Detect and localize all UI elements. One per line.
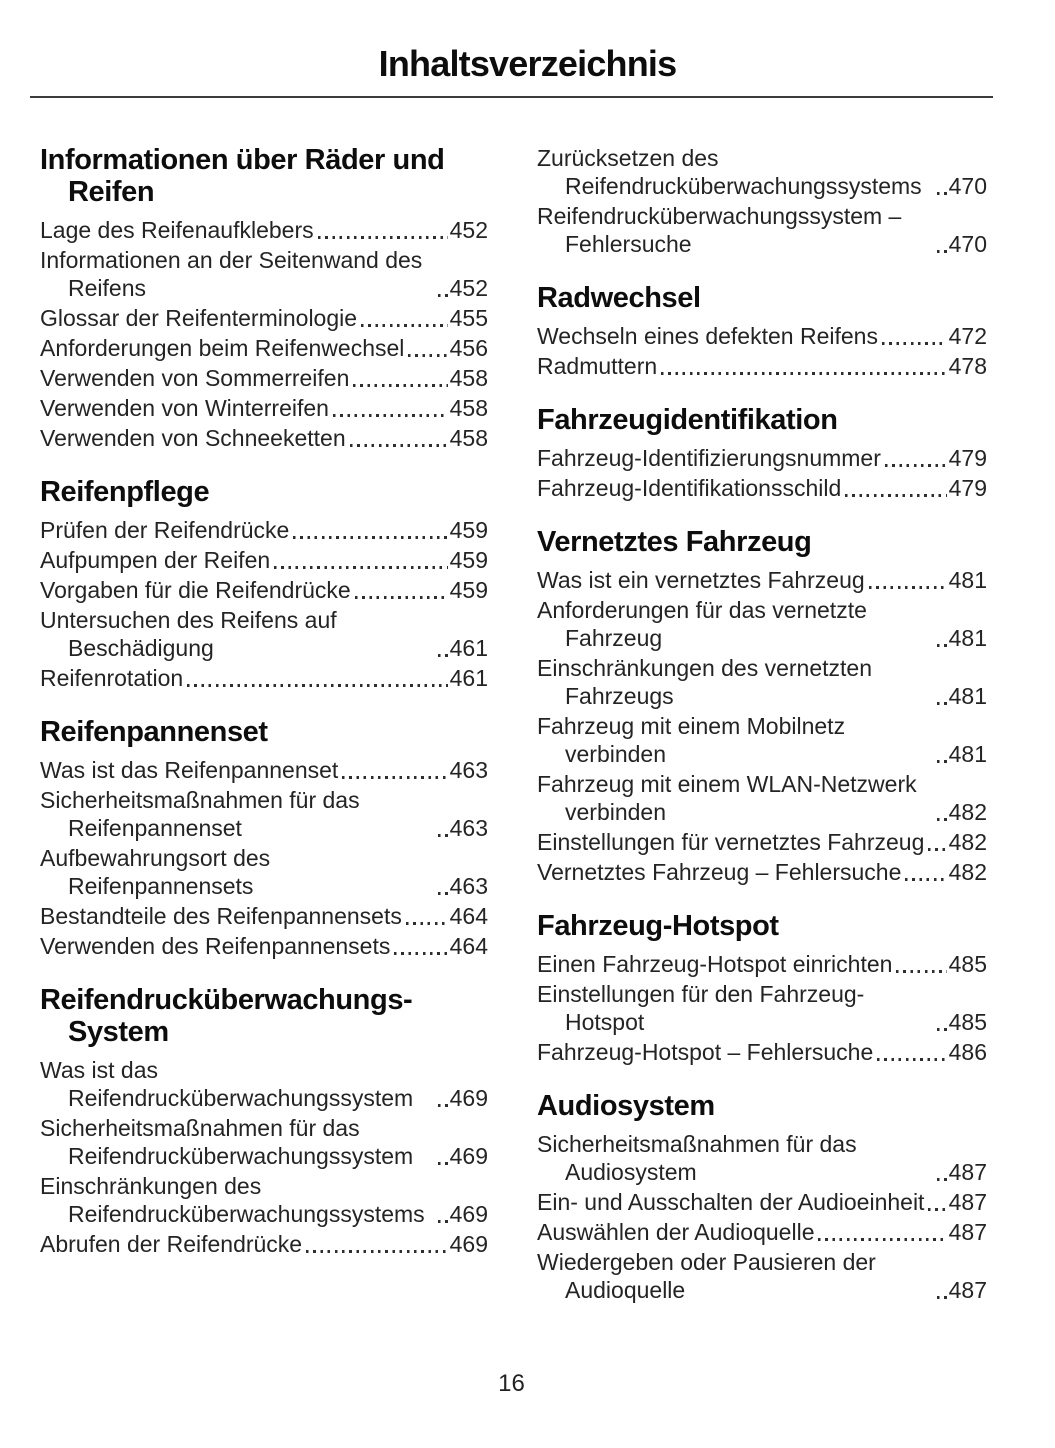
toc-entry-page: 482 — [948, 829, 987, 855]
toc-entry-page: 463 — [449, 815, 488, 841]
section-heading: Radwechsel — [537, 282, 701, 314]
toc-entry-label: Abrufen der Reifendrücke — [40, 1231, 303, 1257]
dot-leader — [361, 324, 448, 327]
toc-entry — [40, 246, 488, 302]
dot-leader — [937, 1178, 947, 1181]
toc-entry-label: Was ist das Reifendrucküberwachungssystem — [40, 1057, 414, 1111]
toc-entry — [537, 322, 987, 350]
toc-entry-page: 458 — [449, 395, 488, 421]
toc-entry — [40, 902, 488, 930]
toc-entry-page: 461 — [449, 665, 488, 691]
page-number: 16 — [498, 1370, 525, 1397]
page-title: Inhaltsverzeichnis — [378, 43, 677, 84]
toc-entry — [40, 606, 488, 662]
toc-entry-page: 470 — [948, 231, 987, 257]
toc-entry-label: Verwenden von Schneeketten — [40, 425, 346, 451]
dot-leader — [355, 596, 448, 599]
dot-leader — [937, 192, 947, 195]
toc-entry-label: Vorgaben für die Reifendrücke — [40, 577, 351, 603]
dot-leader — [306, 1250, 448, 1253]
toc-entry-page: 486 — [948, 1039, 987, 1065]
toc-entry-label: Informationen an der Seitenwand des Reifens — [40, 247, 423, 301]
toc-entry-page: 458 — [449, 425, 488, 451]
toc-entry — [537, 950, 987, 978]
toc-section — [40, 716, 488, 960]
toc-entry — [40, 1056, 488, 1112]
toc-entry-label: Einstellungen für vernetztes Fahrzeug — [537, 829, 925, 855]
toc-entry-label: Anforderungen für das vernetzte Fahrzeug — [537, 597, 867, 651]
toc-columns — [40, 144, 987, 1306]
toc-entry-page: 487 — [948, 1219, 987, 1245]
dot-leader — [937, 250, 947, 253]
toc-entry — [40, 1172, 488, 1228]
toc-entry-page: 459 — [449, 547, 488, 573]
toc-entry — [537, 566, 987, 594]
toc-entry-page: 481 — [948, 567, 987, 593]
toc-entry-label: Wiedergeben oder Pausieren der Audioquelle — [537, 1249, 876, 1303]
dot-leader — [318, 236, 448, 239]
dot-leader — [438, 892, 448, 895]
toc-entry — [40, 786, 488, 842]
toc-entry — [40, 424, 488, 452]
toc-entry-page: 463 — [449, 757, 488, 783]
section-heading: Audiosystem — [537, 1090, 715, 1122]
toc-entry-label: Fahrzeug mit einem Mobilnetz verbinden — [537, 713, 846, 767]
toc-entry-label: Einschränkungen des vernetzten Fahrzeugs — [537, 655, 872, 709]
toc-entry-page: 459 — [449, 577, 488, 603]
dot-leader — [394, 952, 447, 955]
toc-entry — [537, 654, 987, 710]
toc-column-right — [537, 144, 987, 1306]
dot-leader — [342, 776, 447, 779]
toc-entry-label: Verwenden von Sommerreifen — [40, 365, 350, 391]
toc-section — [537, 910, 987, 1066]
toc-entry-page: 461 — [449, 635, 488, 661]
toc-entry-page: 472 — [948, 323, 987, 349]
toc-entry — [40, 516, 488, 544]
toc-entry — [537, 596, 987, 652]
toc-entry — [537, 1038, 987, 1066]
toc-entry — [40, 1230, 488, 1258]
dot-leader — [350, 444, 448, 447]
toc-entry-label: Einen Fahrzeug-Hotspot einrichten — [537, 951, 893, 977]
toc-entry-page: 458 — [449, 365, 488, 391]
toc-entry — [537, 858, 987, 886]
toc-entry-page: 463 — [449, 873, 488, 899]
toc-section — [537, 282, 987, 380]
section-heading: Reifenpflege — [40, 476, 210, 508]
toc-entry-page: 481 — [948, 683, 987, 709]
toc-entry-page: 481 — [948, 625, 987, 651]
section-heading: Vernetztes Fahrzeug — [537, 526, 812, 558]
dot-leader — [274, 566, 447, 569]
section-heading: Informationen über Räder und Reifen — [40, 144, 445, 208]
toc-entry — [40, 216, 488, 244]
dot-leader — [438, 1220, 448, 1223]
dot-leader — [845, 494, 946, 497]
toc-entry-label: Was ist das Reifenpannenset — [40, 757, 339, 783]
dot-leader — [293, 536, 447, 539]
toc-entry-page: 464 — [449, 933, 488, 959]
toc-entry-page: 459 — [449, 517, 488, 543]
dot-leader — [937, 760, 947, 763]
toc-entry-label: Verwenden von Winterreifen — [40, 395, 329, 421]
dot-leader — [438, 654, 448, 657]
dot-leader — [408, 354, 447, 357]
toc-entry-label: Sicherheitsmaßnahmen für das Audiosystem — [537, 1131, 857, 1185]
toc-entry — [40, 932, 488, 960]
toc-entry-label: Aufbewahrungsort des Reifenpannensets — [40, 845, 271, 899]
toc-entry-label: Anforderungen beim Reifenwechsel — [40, 335, 405, 361]
toc-entry — [40, 664, 488, 692]
toc-entry — [537, 770, 987, 826]
section-heading: Reifenpannenset — [40, 716, 268, 748]
toc-entry-page: 452 — [449, 217, 488, 243]
toc-entry — [537, 712, 987, 768]
toc-entry-label: Fahrzeug-Identifizierungsnummer — [537, 445, 881, 471]
dot-leader — [882, 342, 947, 345]
toc-entry-page: 455 — [449, 305, 488, 331]
dot-leader — [937, 1296, 947, 1299]
toc-entry — [40, 1114, 488, 1170]
dot-leader — [438, 834, 448, 837]
toc-entry-page: 487 — [948, 1277, 987, 1303]
toc-entry-label: Reifenrotation — [40, 665, 184, 691]
toc-entry-page: 469 — [449, 1231, 488, 1257]
toc-entry-page: 469 — [449, 1085, 488, 1111]
toc-entry-label: Vernetztes Fahrzeug – Fehlersuche — [537, 859, 902, 885]
toc-entry — [537, 980, 987, 1036]
toc-section — [537, 526, 987, 886]
toc-entry — [40, 844, 488, 900]
toc-entry-page: 469 — [449, 1143, 488, 1169]
toc-entry-page: 478 — [948, 353, 987, 379]
section-heading: Fahrzeug-Hotspot — [537, 910, 779, 942]
toc-entry — [537, 1218, 987, 1246]
toc-entry — [40, 394, 488, 422]
toc-section — [537, 144, 987, 258]
toc-entry-page: 479 — [948, 475, 987, 501]
title-divider — [30, 96, 993, 98]
dot-leader — [937, 644, 947, 647]
toc-entry — [537, 202, 987, 258]
dot-leader — [905, 878, 946, 881]
toc-entry-label: Einschränkungen des Reifendrucküberwachungssystems — [40, 1173, 425, 1227]
toc-entry-label: Zurücksetzen des Reifendrucküberwachungssystems — [537, 145, 922, 199]
dot-leader — [353, 384, 447, 387]
toc-entry-label: Bestandteile des Reifenpannensets — [40, 903, 402, 929]
toc-entry-page: 487 — [948, 1159, 987, 1185]
dot-leader — [928, 1208, 946, 1211]
dot-leader — [869, 586, 947, 589]
dot-leader — [937, 702, 947, 705]
toc-entry — [40, 546, 488, 574]
section-heading: Reifendrucküberwachungs-System — [40, 984, 413, 1048]
toc-entry — [537, 1130, 987, 1186]
toc-entry-page: 479 — [948, 445, 987, 471]
dot-leader — [661, 372, 946, 375]
toc-entry — [40, 576, 488, 604]
toc-entry-label: Ein- und Ausschalten der Audioeinheit — [537, 1189, 925, 1215]
toc-entry-label: Was ist ein vernetztes Fahrzeug — [537, 567, 865, 593]
toc-entry — [40, 334, 488, 362]
dot-leader — [438, 294, 448, 297]
dot-leader — [877, 1058, 946, 1061]
toc-entry — [537, 828, 987, 856]
toc-entry-label: Lage des Reifenaufklebers — [40, 217, 314, 243]
toc-section — [537, 1090, 987, 1304]
dot-leader — [187, 684, 447, 687]
toc-entry-label: Fahrzeug-Hotspot – Fehlersuche — [537, 1039, 874, 1065]
toc-section — [40, 984, 488, 1258]
toc-entry — [40, 756, 488, 784]
dot-leader — [438, 1104, 448, 1107]
toc-entry-label: Glossar der Reifenterminologie — [40, 305, 358, 331]
toc-section — [40, 144, 488, 452]
toc-entry — [537, 1248, 987, 1304]
toc-entry-page: 485 — [948, 951, 987, 977]
dot-leader — [818, 1238, 946, 1241]
dot-leader — [928, 848, 946, 851]
toc-entry-label: Radmuttern — [537, 353, 658, 379]
toc-entry-label: Sicherheitsmaßnahmen für das Reifenpannenset — [40, 787, 360, 841]
toc-entry — [40, 304, 488, 332]
dot-leader — [438, 1162, 448, 1165]
toc-entry-label: Fahrzeug-Identifikationsschild — [537, 475, 842, 501]
toc-entry-label: Untersuchen des Reifens auf Beschädigung — [40, 607, 337, 661]
toc-entry — [537, 474, 987, 502]
toc-column-left — [40, 144, 488, 1306]
toc-entry-label: Fahrzeug mit einem WLAN-Netzwerk verbinden — [537, 771, 917, 825]
toc-entry-page: 464 — [449, 903, 488, 929]
dot-leader — [937, 818, 947, 821]
toc-entry — [537, 352, 987, 380]
toc-entry-label: Aufpumpen der Reifen — [40, 547, 271, 573]
toc-entry — [40, 364, 488, 392]
toc-entry-page: 485 — [948, 1009, 987, 1035]
dot-leader — [896, 970, 946, 973]
toc-entry-label: Reifendrucküberwachungssystem – Fehlersuche — [537, 203, 902, 257]
toc-entry-page: 482 — [948, 859, 987, 885]
dot-leader — [406, 922, 448, 925]
toc-entry-page: 452 — [449, 275, 488, 301]
toc-entry — [537, 144, 987, 200]
toc-entry — [537, 444, 987, 472]
toc-entry-page: 456 — [449, 335, 488, 361]
toc-entry-page: 469 — [449, 1201, 488, 1227]
toc-entry-label: Wechseln eines defekten Reifens — [537, 323, 878, 349]
toc-entry-page: 482 — [948, 799, 987, 825]
toc-entry-label: Prüfen der Reifendrücke — [40, 517, 290, 543]
dot-leader — [885, 464, 947, 467]
toc-section — [40, 476, 488, 692]
toc-entry — [537, 1188, 987, 1216]
toc-entry-page: 487 — [948, 1189, 987, 1215]
toc-entry-label: Auswählen der Audioquelle — [537, 1219, 815, 1245]
dot-leader — [333, 414, 448, 417]
toc-entry-page: 470 — [948, 173, 987, 199]
toc-entry-label: Einstellungen für den Fahrzeug-Hotspot — [537, 981, 865, 1035]
dot-leader — [937, 1028, 947, 1031]
toc-section — [537, 404, 987, 502]
toc-entry-label: Verwenden des Reifenpannensets — [40, 933, 391, 959]
section-heading: Fahrzeugidentifikation — [537, 404, 838, 436]
toc-entry-label: Sicherheitsmaßnahmen für das Reifendrucküberwachungssystem — [40, 1115, 414, 1169]
toc-entry-page: 481 — [948, 741, 987, 767]
